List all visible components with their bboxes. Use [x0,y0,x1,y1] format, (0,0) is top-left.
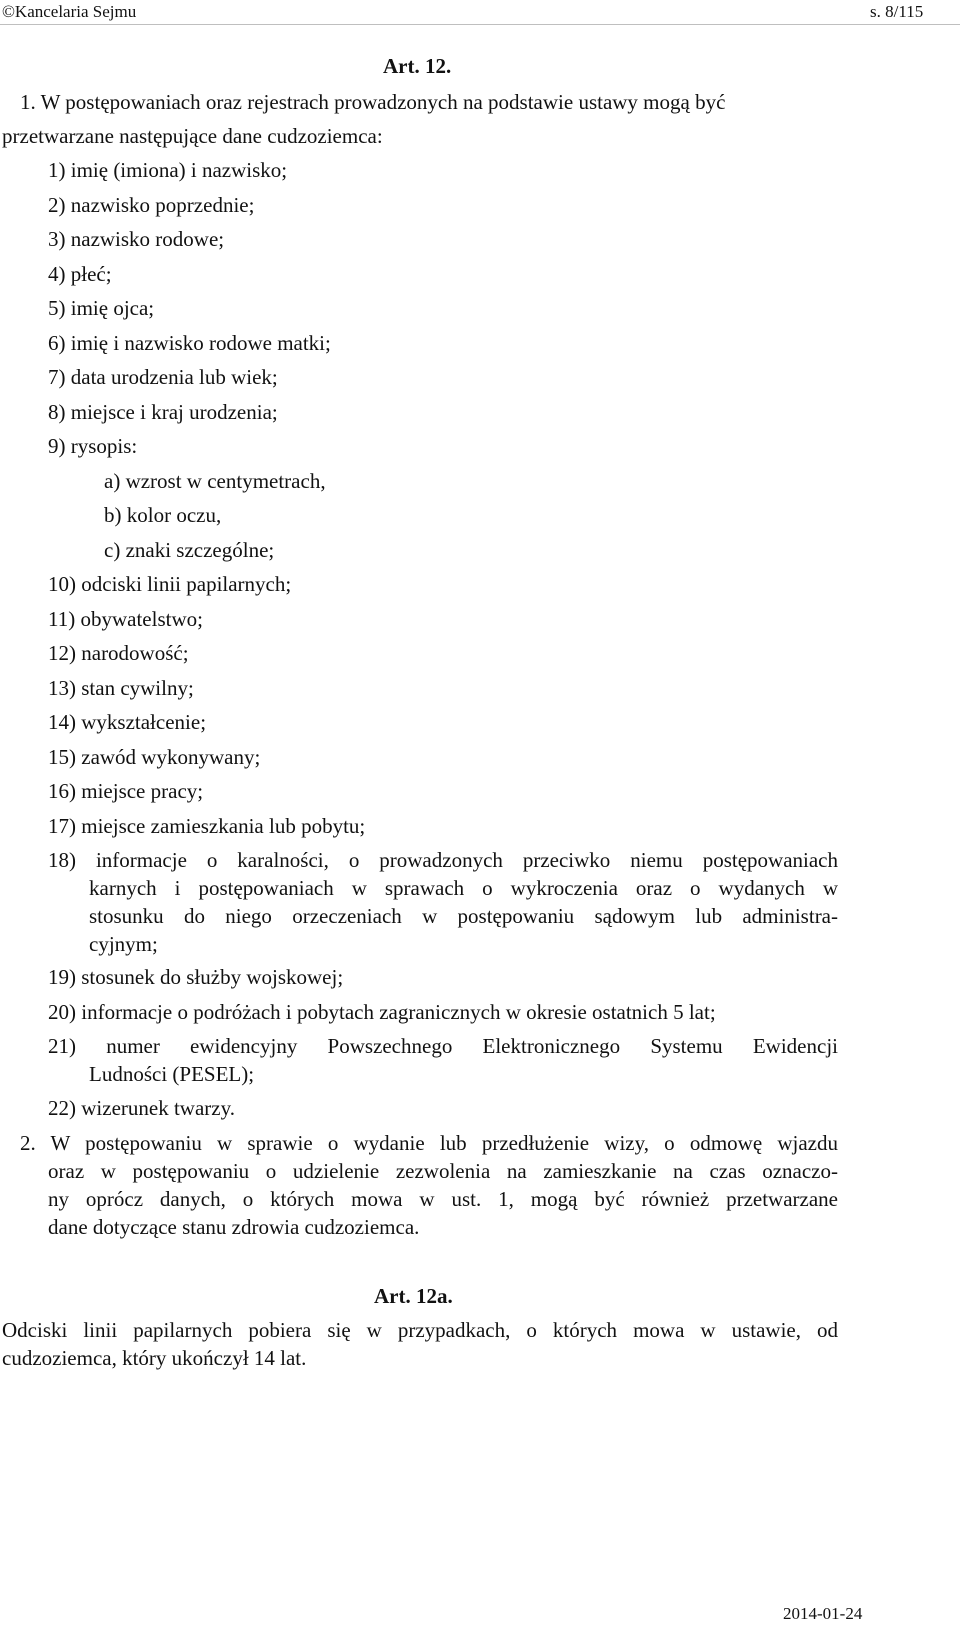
list-item: 3) nazwisko rodowe; [48,227,225,251]
sub-list-item: c) znaki szczególne; [104,538,275,562]
list-item-18-line-1: 18) informacje o karalności, o prowadzonych przeciwko niemu postępowaniach [48,848,838,872]
list-item: 1) imię (imiona) i nazwisko; [48,158,288,182]
header-publisher: ©Kancelaria Sejmu [2,2,137,21]
list-item: 16) miejsce pracy; [48,779,204,803]
list-item-21-line-2: Ludności (PESEL); [89,1062,255,1086]
paragraph-2-line-2: oraz w postępowaniu o udzielenie zezwolenia na zamieszkanie na czas oznaczo- [48,1159,838,1183]
list-item: 19) stosunek do służby wojskowej; [48,965,344,989]
list-item: 5) imię ojca; [48,296,155,320]
article-12a-line-2: cudzoziemca, który ukończył 14 lat. [2,1346,307,1370]
list-item-18-line-4: cyjnym; [89,932,158,956]
paragraph-1-line-1: 1. W postępowaniach oraz rejestrach prowadzonych na podstawie ustawy mogą być [20,90,726,114]
list-item: 12) narodowość; [48,641,189,665]
paragraph-1-line-2: przetwarzane następujące dane cudzoziemca: [2,124,383,148]
paragraph-2-line-3: ny oprócz danych, o których mowa w ust. 1, mogą być również przetwarzane [48,1187,838,1211]
list-item: 15) zawód wykonywany; [48,745,261,769]
paragraph-2-line-1: 2. W postępowaniu w sprawie o wydanie lub przedłużenie wizy, o odmowę wjazdu [20,1131,838,1155]
list-item: 2) nazwisko poprzednie; [48,193,255,217]
list-item: 6) imię i nazwisko rodowe matki; [48,331,331,355]
list-item-18-line-3: stosunku do niego orzeczeniach w postępowaniu sądowym lub administra- [89,904,838,928]
header-rule [0,24,960,25]
footer-date: 2014-01-24 [783,1604,863,1623]
list-item: 17) miejsce zamieszkania lub pobytu; [48,814,366,838]
list-item: 10) odciski linii papilarnych; [48,572,292,596]
list-item-18-line-2: karnych i postępowaniach w sprawach o wykroczenia oraz o wydanych w [89,876,838,900]
header-page-number: s. 8/115 [870,2,924,21]
list-item: 8) miejsce i kraj urodzenia; [48,400,278,424]
list-item: 11) obywatelstwo; [48,607,203,631]
paragraph-2-line-4: dane dotyczące stanu zdrowia cudzoziemca. [48,1215,420,1239]
list-item: 9) rysopis: [48,434,138,458]
sub-list-item: b) kolor oczu, [104,503,222,527]
list-item: 14) wykształcenie; [48,710,207,734]
article-12-title: Art. 12. [383,54,452,78]
article-12a-title: Art. 12a. [374,1284,453,1308]
list-item: 20) informacje o podróżach i pobytach zagranicznych w okresie ostatnich 5 lat; [48,1000,716,1024]
list-item: 13) stan cywilny; [48,676,194,700]
sub-list-item: a) wzrost w centymetrach, [104,469,326,493]
list-item: 4) płeć; [48,262,112,286]
article-12a-line-1: Odciski linii papilarnych pobiera się w przypadkach, o których mowa w ustawie, od [2,1318,838,1342]
list-item: 7) data urodzenia lub wiek; [48,365,278,389]
list-item-21-line-1: 21) numer ewidencyjny Powszechnego Elektronicznego Systemu Ewidencji [48,1034,838,1058]
list-item: 22) wizerunek twarzy. [48,1096,235,1120]
